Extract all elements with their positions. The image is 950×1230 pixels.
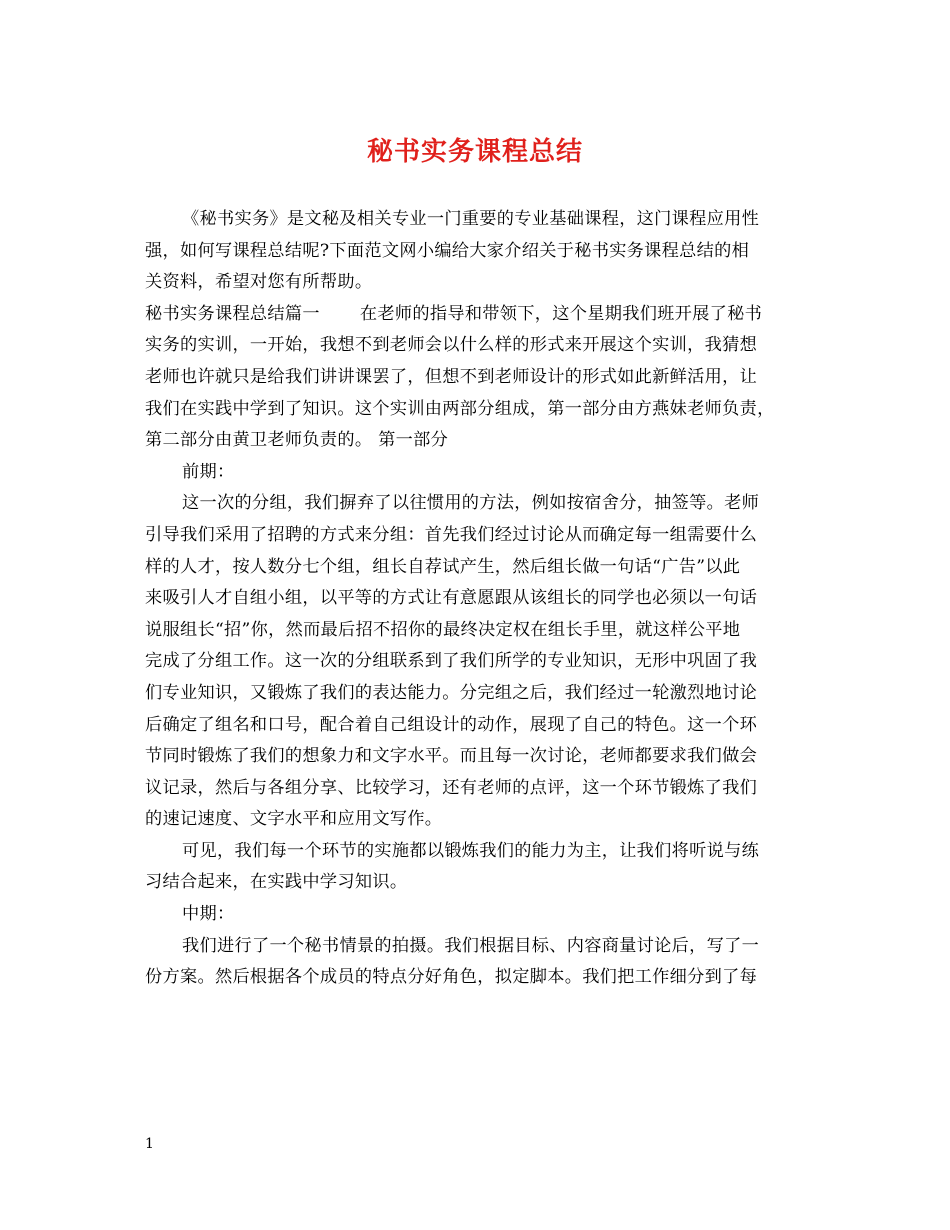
body-line-with-heading bbox=[145, 299, 805, 331]
body-line: 引导我们采用了招聘的方式来分组：首先我们经过讨论从而确定每一组需要什么 bbox=[145, 524, 758, 545]
body-line: 老师也许就只是给我们讲讲课罢了，但想不到老师设计的形式如此新鲜活用，让 bbox=[145, 366, 758, 387]
body-line: 习结合起来，在实践中学习知识。 bbox=[145, 872, 408, 893]
body-line: 样的人才，按人数分七个组，组长自荐试产生，然后组长做一句话“广告”以此 bbox=[145, 556, 741, 577]
body-line: 来吸引人才自组小组，以平等的方式让有意愿跟从该组长的同学也必须以一句话 bbox=[145, 588, 758, 609]
subsection-heading: 中期： bbox=[182, 904, 235, 925]
document-body bbox=[145, 204, 805, 994]
body-line: 实务的实训，一开始，我想不到老师会以什么样的形式来开展这个实训，我猜想 bbox=[145, 335, 758, 356]
body-line: 的速记速度、文字水平和应用文写作。 bbox=[145, 809, 443, 830]
body-line: 关资料，希望对您有所帮助。 bbox=[145, 272, 373, 293]
body-line: 强，如何写课程总结呢?下面范文网小编给大家介绍关于秘书实务课程总结的相 bbox=[145, 240, 750, 261]
body-line: 们专业知识，又锻炼了我们的表达能力。分完组之后，我们经过一轮激烈地讨论 bbox=[145, 682, 758, 703]
body-line: 我们进行了一个秘书情景的拍摄。我们根据目标、内容商量讨论后，写了一 bbox=[182, 935, 760, 956]
body-line: 节同时锻炼了我们的想象力和文字水平。而且每一次讨论，老师都要求我们做会 bbox=[145, 746, 758, 767]
body-line: 《秘书实务》是文秘及相关专业一门重要的专业基础课程，这门课程应用性 bbox=[182, 209, 760, 229]
subsection-heading: 前期： bbox=[182, 461, 235, 482]
body-line: 后确定了组名和口号，配合着自己组设计的动作，展现了自己的特色。这一个环 bbox=[145, 714, 758, 735]
body-text-segment: 在老师的指导和带领下，这个星期我们班开展了秘书 bbox=[359, 303, 763, 324]
body-line: 可见，我们每一个环节的实施都以锻炼我们的能力为主，让我们将听说与练 bbox=[182, 840, 760, 861]
page-number: 1 bbox=[145, 1136, 154, 1152]
body-line: 我们在实践中学到了知识。这个实训由两部分组成，第一部分由方燕妹老师负责， bbox=[145, 398, 775, 419]
body-line: 说服组长“招”你，然而最后招不招你的最终决定权在组长手里，就这样公平地 bbox=[145, 619, 741, 640]
body-line: 第二部分由黄卫老师负责的。 第一部分 bbox=[145, 430, 449, 451]
document-title: 秘书实务课程总结 bbox=[366, 137, 583, 167]
section-heading: 秘书实务课程总结篇一 bbox=[145, 303, 320, 324]
body-line: 议记录，然后与各组分享、比较学习，还有老师的点评，这一个环节锻炼了我们 bbox=[145, 777, 758, 798]
body-line: 份方案。然后根据各个成员的特点分好角色，拟定脚本。我们把工作细分到了每 bbox=[145, 967, 758, 988]
body-line: 完成了分组工作。这一次的分组联系到了我们所学的专业知识，无形中巩固了我 bbox=[145, 651, 758, 672]
body-line: 这一次的分组，我们摒弃了以往惯用的方法，例如按宿舍分，抽签等。老师 bbox=[182, 493, 760, 514]
